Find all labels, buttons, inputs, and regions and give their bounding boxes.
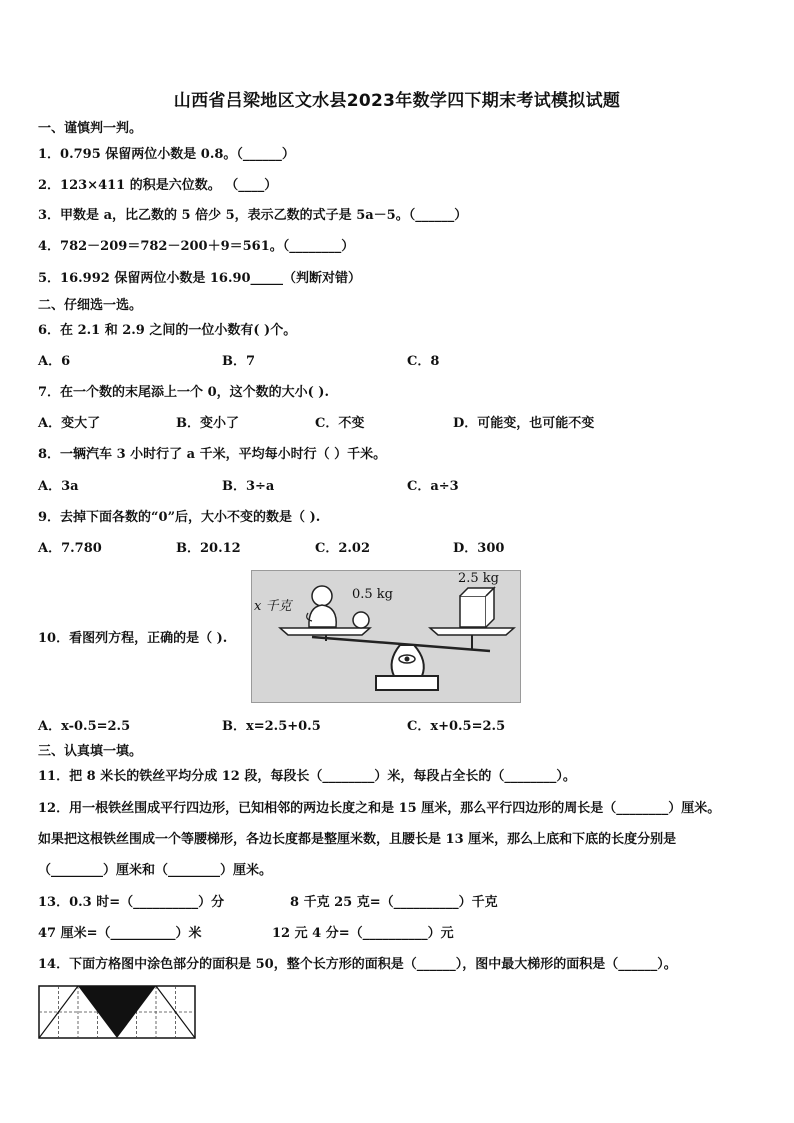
question-14: 14．下面方格图中涂色部分的面积是 50，整个长方形的面积是（______），图中最大梯形的面积是（______）。 [38,957,677,972]
q7-option-d[interactable]: D．可能变，也可能不变 [453,416,595,431]
question-13-c: 47 厘米=（__________）米 [38,926,202,941]
ball-weight-label: 0.5 kg [352,587,394,602]
page-title: 山西省吕梁地区文水县2023年数学四下期末考试模拟试题 [173,91,621,111]
question-7: 7．在一个数的末尾添上一个 0，这个数的大小( ). [38,385,329,400]
q8-option-c[interactable]: C．a÷3 [407,479,459,494]
q9-option-d[interactable]: D．300 [453,541,505,556]
q8-option-b[interactable]: B．3÷a [222,479,275,494]
q10-option-c[interactable]: C．x+0.5=2.5 [407,719,506,734]
question-12-line-2: 如果把这根铁丝围成一个等腰梯形，各边长度都是整厘米数，且腰长是 13 厘米，那么上底和下底的长度分别是 [38,832,677,847]
grid-figure [38,985,196,1043]
q7-option-a[interactable]: A．变大了 [38,416,101,431]
question-4: 4．782－209＝782－200＋9＝561。（________） [38,239,355,254]
question-13-b: 8 千克 25 克=（__________）千克 [290,895,498,910]
q6-option-a[interactable]: A．6 [38,354,71,369]
x-kg-label: x 千克 [254,599,292,614]
section-heading-judge: 一、谨慎判一判。 [38,121,143,136]
question-12-line-1: 12．用一根铁丝围成平行四边形，已知相邻的两边长度之和是 15 厘米，那么平行四边形的周长是（________）厘米。 [38,801,721,816]
q9-option-a[interactable]: A．7.780 [38,541,102,556]
question-2: 2．123×411 的积是六位数。 （____） [38,178,278,193]
section-heading-choose: 二、仔细选一选。 [38,298,143,313]
q6-option-c[interactable]: C．8 [407,354,440,369]
q10-option-a[interactable]: A．x-0.5=2.5 [38,719,131,734]
question-11: 11．把 8 米长的铁丝平均分成 12 段，每段长（________）米，每段占全长的（________）。 [38,769,576,784]
question-3: 3．甲数是 a，比乙数的 5 倍少 5，表示乙数的式子是 5a－5。（______） [38,208,468,223]
q9-option-b[interactable]: B．20.12 [176,541,241,556]
question-10: 10．看图列方程，正确的是（ ). [38,631,228,646]
question-13-a: 13．0.3 时=（__________）分 [38,895,225,910]
q10-option-b[interactable]: B．x=2.5+0.5 [222,719,321,734]
question-9: 9．去掉下面各数的“0”后，大小不变的数是（ ). [38,510,321,525]
q9-option-c[interactable]: C．2.02 [315,541,371,556]
question-8: 8．一辆汽车 3 小时行了 a 千米，平均每小时行（ ）千米。 [38,447,387,462]
q7-option-c[interactable]: C．不变 [315,416,365,431]
question-5: 5．16.992 保留两位小数是 16.90_____（判断对错） [38,271,362,286]
question-1: 1．0.795 保留两位小数是 0.8。（______） [38,147,295,162]
q7-option-b[interactable]: B．变小了 [176,416,239,431]
question-6: 6．在 2.1 和 2.9 之间的一位小数有( )个。 [38,323,297,338]
section-heading-fill: 三、认真填一填。 [38,744,143,759]
question-12-line-3: （________）厘米和（________）厘米。 [38,863,273,878]
question-13-d: 12 元 4 分=（__________）元 [272,926,454,941]
box-weight-label: 2.5 kg [458,571,500,586]
q8-option-a[interactable]: A．3a [38,479,79,494]
q6-option-b[interactable]: B．7 [222,354,256,369]
balance-scale-figure [251,570,521,703]
